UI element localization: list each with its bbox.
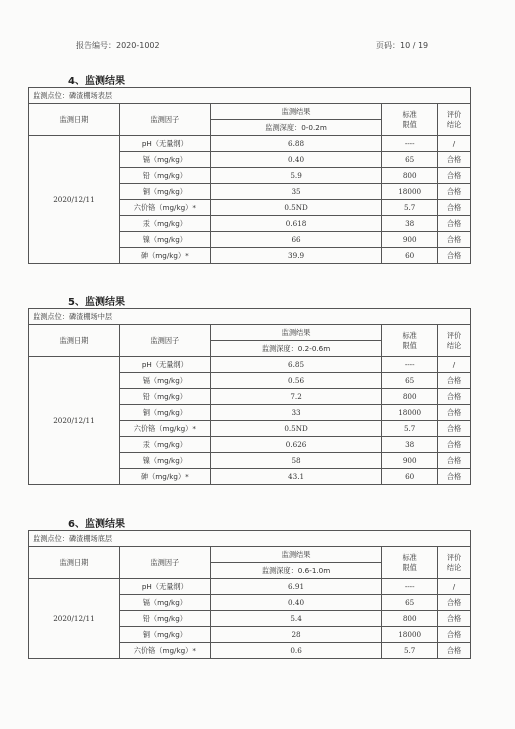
- factor-cell: 六价铬（mg/kg）*: [119, 421, 210, 437]
- limit-cell: ----: [382, 357, 438, 373]
- header-factor: 监测因子: [119, 547, 210, 579]
- table-row: [29, 136, 471, 152]
- factor-cell: 铅（mg/kg）: [119, 389, 210, 405]
- header-evaluation: [438, 547, 471, 579]
- section-title: 5、监测结果: [68, 297, 125, 308]
- table-row: [29, 357, 471, 373]
- limit-cell: 65: [382, 595, 438, 611]
- evaluation-cell: /: [438, 357, 471, 373]
- monitoring-date: 2020/12/11: [29, 357, 120, 485]
- limit-cell: ----: [382, 136, 438, 152]
- value-cell: 0.5ND: [210, 200, 382, 216]
- header-standard-line1: 标准: [402, 330, 417, 340]
- value-cell: 6.91: [210, 579, 382, 595]
- evaluation-cell: /: [438, 136, 471, 152]
- limit-cell: ----: [382, 579, 438, 595]
- factor-cell: 镍（mg/kg）: [119, 453, 210, 469]
- header-standard: [382, 325, 438, 357]
- value-cell: 0.626: [210, 437, 382, 453]
- report-number: [76, 40, 160, 51]
- page-number-value: 10 / 19: [400, 41, 429, 50]
- depth-label: 监测深度：0.2-0.6m: [210, 341, 382, 357]
- evaluation-cell: 合格: [438, 232, 471, 248]
- header-evaluation: [438, 325, 471, 357]
- header-result: 监测结果: [210, 104, 382, 120]
- value-cell: 6.88: [210, 136, 382, 152]
- evaluation-cell: 合格: [438, 453, 471, 469]
- section-title: 6、监测结果: [68, 519, 125, 530]
- limit-cell: 38: [382, 216, 438, 232]
- value-cell: 66: [210, 232, 382, 248]
- factor-cell: 铅（mg/kg）: [119, 168, 210, 184]
- header-standard-line2: 限值: [402, 340, 417, 350]
- header-row: [29, 325, 471, 341]
- depth-label: 监测深度：0-0.2m: [210, 120, 382, 136]
- header-standard-line1: 标准: [402, 109, 417, 119]
- limit-cell: 900: [382, 453, 438, 469]
- evaluation-cell: 合格: [438, 216, 471, 232]
- limit-cell: 18000: [382, 405, 438, 421]
- factor-cell: 镉（mg/kg）: [119, 152, 210, 168]
- report-number-label: 报告编号：: [76, 41, 116, 50]
- limit-cell: 800: [382, 611, 438, 627]
- value-cell: 0.56: [210, 373, 382, 389]
- site-label: 监测点位：磷渣棚场底层: [29, 531, 471, 547]
- report-number-value: 2020-1002: [116, 41, 160, 50]
- evaluation-cell: 合格: [438, 200, 471, 216]
- evaluation-cell: 合格: [438, 643, 471, 659]
- value-cell: 7.2: [210, 389, 382, 405]
- value-cell: 0.6: [210, 643, 382, 659]
- value-cell: 35: [210, 184, 382, 200]
- limit-cell: 38: [382, 437, 438, 453]
- limit-cell: 18000: [382, 184, 438, 200]
- result-table: [28, 530, 471, 659]
- factor-cell: 砷（mg/kg）*: [119, 248, 210, 264]
- evaluation-cell: 合格: [438, 152, 471, 168]
- evaluation-cell: 合格: [438, 168, 471, 184]
- limit-cell: 5.7: [382, 200, 438, 216]
- evaluation-cell: /: [438, 579, 471, 595]
- value-cell: 58: [210, 453, 382, 469]
- header-row: [29, 104, 471, 120]
- factor-cell: 铜（mg/kg）: [119, 405, 210, 421]
- value-cell: 5.4: [210, 611, 382, 627]
- value-cell: 0.618: [210, 216, 382, 232]
- evaluation-cell: 合格: [438, 405, 471, 421]
- table-row: [29, 579, 471, 595]
- factor-cell: 镉（mg/kg）: [119, 595, 210, 611]
- header-result: 监测结果: [210, 547, 382, 563]
- site-row: [29, 88, 471, 104]
- factor-cell: 六价铬（mg/kg）*: [119, 643, 210, 659]
- limit-cell: 5.7: [382, 643, 438, 659]
- monitoring-date: 2020/12/11: [29, 136, 120, 264]
- evaluation-cell: 合格: [438, 469, 471, 485]
- header-date: 监测日期: [29, 325, 120, 357]
- value-cell: 6.85: [210, 357, 382, 373]
- section-title: 4、监测结果: [68, 76, 125, 87]
- value-cell: 28: [210, 627, 382, 643]
- limit-cell: 60: [382, 469, 438, 485]
- header-evaluation-line1: 评价: [446, 330, 462, 340]
- header-date: 监测日期: [29, 104, 120, 136]
- factor-cell: 砷（mg/kg）*: [119, 469, 210, 485]
- evaluation-cell: 合格: [438, 248, 471, 264]
- header-standard: [382, 104, 438, 136]
- limit-cell: 900: [382, 232, 438, 248]
- factor-cell: 镍（mg/kg）: [119, 232, 210, 248]
- evaluation-cell: 合格: [438, 184, 471, 200]
- factor-cell: 镉（mg/kg）: [119, 373, 210, 389]
- header-evaluation-line1: 评价: [446, 109, 462, 119]
- limit-cell: 800: [382, 168, 438, 184]
- value-cell: 43.1: [210, 469, 382, 485]
- value-cell: 0.40: [210, 152, 382, 168]
- evaluation-cell: 合格: [438, 611, 471, 627]
- limit-cell: 60: [382, 248, 438, 264]
- factor-cell: pH（无量纲）: [119, 357, 210, 373]
- monitoring-date: 2020/12/11: [29, 579, 120, 659]
- value-cell: 5.9: [210, 168, 382, 184]
- header-evaluation-line1: 评价: [446, 552, 462, 562]
- header-row: [29, 547, 471, 563]
- header-date: 监测日期: [29, 547, 120, 579]
- site-row: [29, 309, 471, 325]
- factor-cell: pH（无量纲）: [119, 136, 210, 152]
- factor-cell: 六价铬（mg/kg）*: [119, 200, 210, 216]
- evaluation-cell: 合格: [438, 373, 471, 389]
- header-evaluation-line2: 结论: [446, 340, 462, 350]
- limit-cell: 5.7: [382, 421, 438, 437]
- evaluation-cell: 合格: [438, 595, 471, 611]
- page-number: [376, 40, 428, 51]
- value-cell: 33: [210, 405, 382, 421]
- header-standard-line2: 限值: [402, 562, 417, 572]
- header-factor: 监测因子: [119, 325, 210, 357]
- evaluation-cell: 合格: [438, 421, 471, 437]
- page-number-label: 页码：: [376, 41, 400, 50]
- limit-cell: 800: [382, 389, 438, 405]
- value-cell: 39.9: [210, 248, 382, 264]
- site-label: 监测点位：磷渣棚场表层: [29, 88, 471, 104]
- result-table: [28, 87, 471, 264]
- header-result: 监测结果: [210, 325, 382, 341]
- limit-cell: 18000: [382, 627, 438, 643]
- factor-cell: 汞（mg/kg）: [119, 216, 210, 232]
- evaluation-cell: 合格: [438, 437, 471, 453]
- header-factor: 监测因子: [119, 104, 210, 136]
- limit-cell: 65: [382, 373, 438, 389]
- evaluation-cell: 合格: [438, 627, 471, 643]
- site-label: 监测点位：磷渣棚场中层: [29, 309, 471, 325]
- factor-cell: 汞（mg/kg）: [119, 437, 210, 453]
- factor-cell: pH（无量纲）: [119, 579, 210, 595]
- factor-cell: 铜（mg/kg）: [119, 627, 210, 643]
- value-cell: 0.40: [210, 595, 382, 611]
- header-standard-line2: 限值: [402, 119, 417, 129]
- factor-cell: 铅（mg/kg）: [119, 611, 210, 627]
- header-evaluation-line2: 结论: [446, 562, 462, 572]
- value-cell: 0.5ND: [210, 421, 382, 437]
- site-row: [29, 531, 471, 547]
- result-table: [28, 308, 471, 485]
- limit-cell: 65: [382, 152, 438, 168]
- header-evaluation: [438, 104, 471, 136]
- depth-label: 监测深度：0.6-1.0m: [210, 563, 382, 579]
- header-standard: [382, 547, 438, 579]
- evaluation-cell: 合格: [438, 389, 471, 405]
- header-standard-line1: 标准: [402, 552, 417, 562]
- factor-cell: 铜（mg/kg）: [119, 184, 210, 200]
- header-evaluation-line2: 结论: [446, 119, 462, 129]
